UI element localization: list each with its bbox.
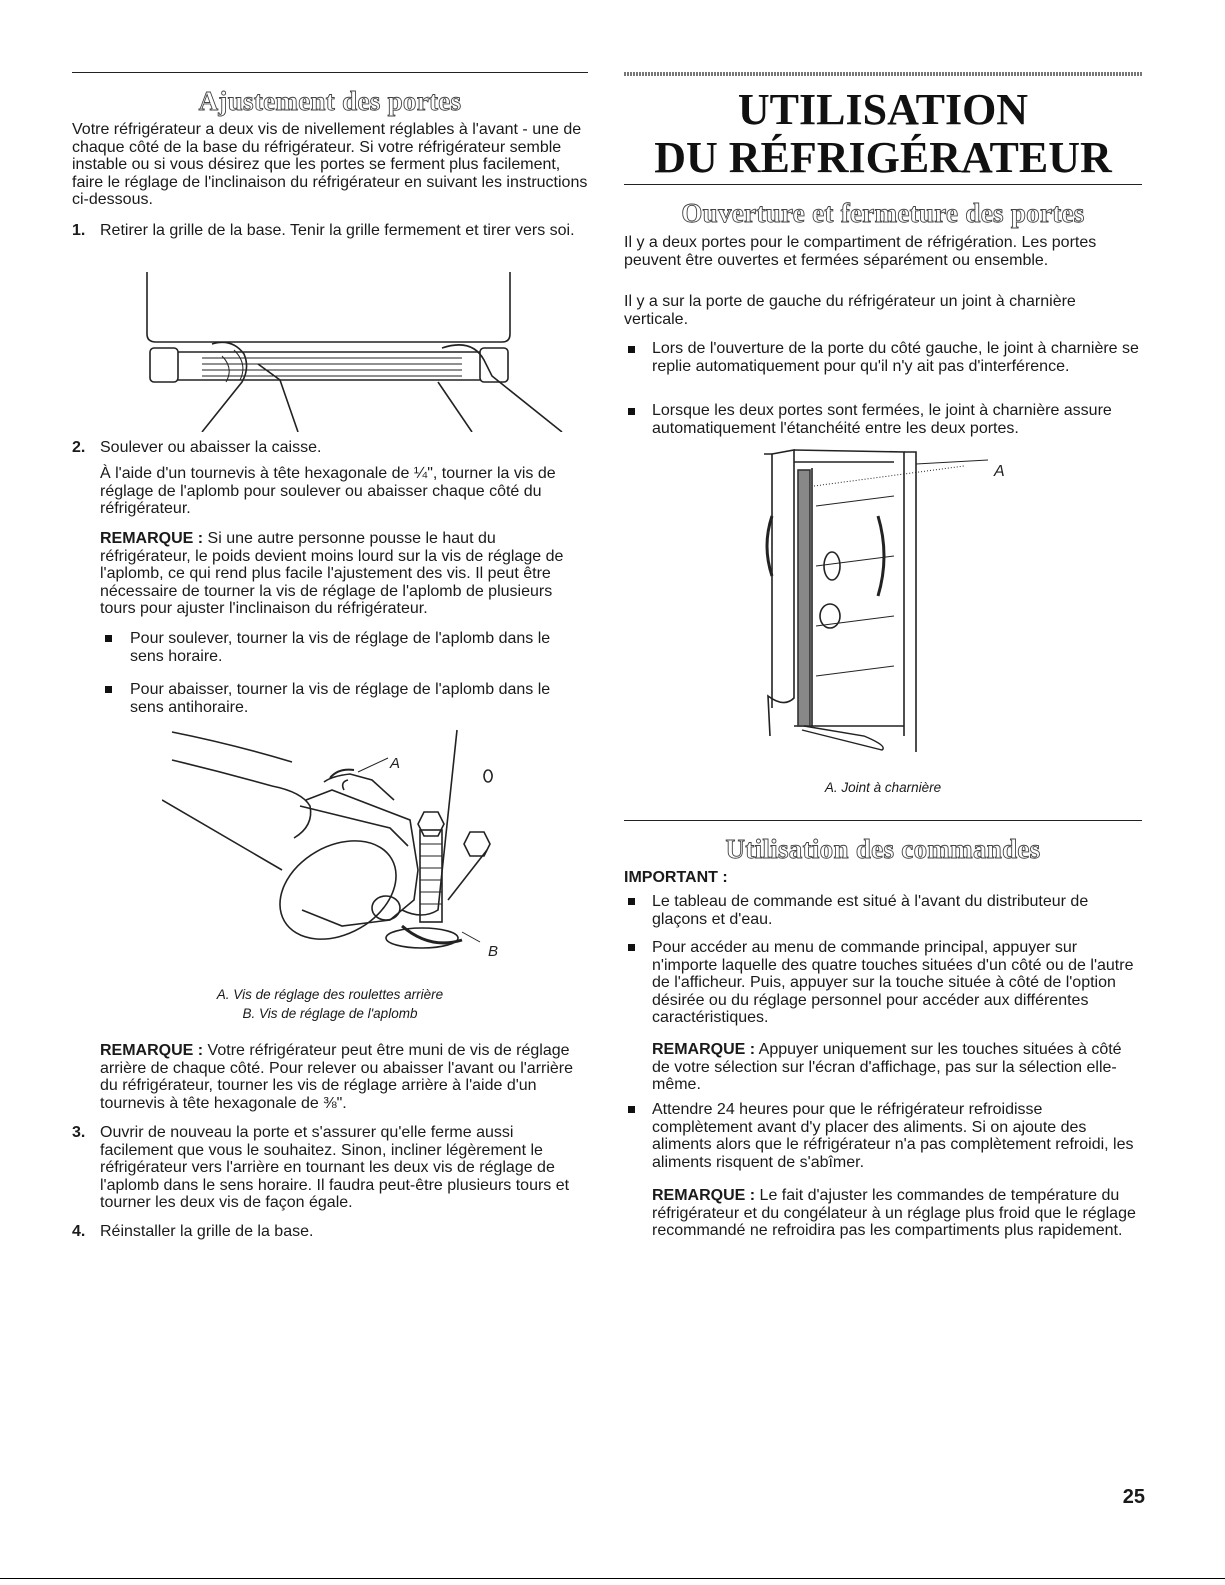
base-grille-illustration: [142, 272, 582, 432]
step-number: 1.: [72, 222, 86, 239]
doors-paragraph-2: Il y a sur la porte de gauche du réfrigérateur un joint à charnière verticale.: [624, 293, 1076, 328]
bullet-raise: Pour soulever, tourner la vis de réglage de l'aplomb dans le sens horaire.: [130, 630, 551, 665]
page-number: 25: [1122, 1486, 1145, 1508]
bullet-lower: Pour abaisser, tourner la vis de réglage de l'aplomb dans le sens antihoraire.: [130, 681, 551, 716]
section-title-doors: Ouverture et fermeture des portes: [681, 198, 1085, 228]
page-title-line-2: DU RÉFRIGÉRATEUR: [654, 133, 1112, 182]
note-label: REMARQUE :: [652, 1041, 756, 1058]
caption-b: B. Vis de réglage de l'aplomb: [242, 1006, 418, 1021]
bullet-square: [105, 635, 112, 642]
bullet-closed: Lorsque les deux portes sont fermées, le joint à charnière assure automatiquement l'étanchéité entre les deux portes.: [652, 402, 1112, 437]
bullet-square: [628, 898, 635, 905]
figure-label-b: B: [488, 943, 499, 960]
doors-paragraph-1: Il y a deux portes pour le compartiment de réfrigération. Les portes peuvent être ouvertes et fermées séparément ou ensemble.: [624, 234, 1097, 269]
note-text: Si une autre personne pousse le haut du réfrigérateur, le poids devient moins lourd sur la vis de réglage de l'aplomb, ce qui rend plus facile l'ajustement des vis. Il peut être nécessaire de tourner la vis de réglage de l'aplomb de plusieurs tours pour ajuster l'inclinaison du réfrigérateur.: [100, 530, 564, 618]
note-text: Appuyer uniquement sur les touches situées à côté de votre sélection sur l'écran d'affichage, pas sur la sélection elle-même.: [652, 1041, 1122, 1094]
step-2-detail: À l'aide d'un tournevis à tête hexagonale de ¼", tourner la vis de réglage de l'aplomb pour soulever ou abaisser chaque côté du réfrigérateur.: [100, 465, 556, 518]
step-number: 4.: [72, 1223, 86, 1240]
note-2: [100, 1042, 588, 1112]
page-title-line-1: UTILISATION: [737, 85, 1029, 134]
bullet-main-menu: Pour accéder au menu de commande principal, appuyer sur n'importe laquelle des quatre touches situées d'un côté ou de l'autre de l'afficheur. Puis, appuyer sur la touche située à côté de l'option désirée ou du réglage personnel pour accéder aux différentes caractéristiques.: [652, 939, 1134, 1027]
figure-label-a: A: [994, 463, 1005, 480]
caption-a: A. Vis de réglage des roulettes arrière: [216, 987, 444, 1002]
note-label: REMARQUE :: [100, 530, 204, 547]
section-rule: [624, 184, 1142, 185]
step-number: 2.: [72, 439, 86, 456]
step-2-text: Soulever ou abaisser la caisse.: [100, 439, 322, 456]
note-text: Le fait d'ajuster les commandes de température du réfrigérateur et du congélateur à un réglage plus froid que le réglage recommandé ne refroidira pas les compartiments plus rapidement.: [652, 1187, 1136, 1240]
bullet-square: [105, 686, 112, 693]
bullet-square: [628, 346, 635, 353]
top-rule: [72, 72, 588, 73]
bullet-control-panel: Le tableau de commande est situé à l'avant du distributeur de glaçons et d'eau.: [652, 893, 1089, 928]
section-title-door-adjustment: Ajustement des portes: [198, 86, 462, 116]
note-1: [100, 530, 588, 618]
section-title-controls: Utilisation des commandes: [725, 834, 1041, 864]
note-label: REMARQUE :: [100, 1042, 204, 1059]
important-label: IMPORTANT :: [624, 869, 728, 886]
bullet-opening: Lors de l'ouverture de la porte du côté gauche, le joint à charnière se replie automatiquement pour qu'il n'y ait pas d'interférence.: [652, 340, 1139, 375]
note-controls-2: [652, 1187, 1142, 1240]
note-label: REMARQUE :: [652, 1187, 756, 1204]
note-text: Votre réfrigérateur peut être muni de vis de réglage arrière de chaque côté. Pour relever ou abaisser l'avant ou l'arrière du réfrigérateur, tourner les vis de réglage arrière à l'aide d'un tournevis à tête hexagonale de ⅜".: [100, 1042, 574, 1112]
step-number: 3.: [72, 1124, 86, 1141]
page-bottom-edge: [0, 1578, 1225, 1579]
step-3-text: Ouvrir de nouveau la porte et s'assurer qu'elle ferme aussi facilement que vous le souhaitez. Sinon, incliner légèrement le réfrigérateur vers l'arrière en tournant les deux vis de réglage de l'aplomb dans le sens horaire. Il faudra peut-être plusieurs tours et tourner les deux vis de façon égale.: [100, 1124, 570, 1212]
bullet-square: [628, 1106, 635, 1113]
top-dotted-rule: [624, 72, 1142, 76]
leveling-screw-illustration: [162, 720, 582, 980]
step-1-text: Retirer la grille de la base. Tenir la grille fermement et tirer vers soi.: [100, 222, 575, 239]
bullet-square: [628, 944, 635, 951]
section-rule: [624, 820, 1142, 821]
step-4-text: Réinstaller la grille de la base.: [100, 1223, 314, 1240]
bullet-square: [628, 408, 635, 415]
note-controls-1: [652, 1041, 1142, 1094]
hinged-seal-illustration: [754, 446, 1014, 772]
intro-paragraph: Votre réfrigérateur a deux vis de nivellement réglables à l'avant - une de chaque côté de la base du réfrigérateur. Si votre réfrigérateur semble instable ou si vous désirez que les portes se ferment plus facilement, faire le réglage de l'inclinaison du réfrigérateur en suivant les instructions ci-dessous.: [72, 121, 588, 209]
caption-seal: A. Joint à charnière: [824, 780, 942, 795]
bullet-wait-24h: Attendre 24 heures pour que le réfrigérateur refroidisse complètement avant d'y placer des aliments. Si on ajoute des aliments alors que le réfrigérateur n'a pas complètement refroidi, les aliments risquent de s'abîmer.: [652, 1101, 1134, 1171]
figure-label-a: A: [390, 755, 401, 772]
